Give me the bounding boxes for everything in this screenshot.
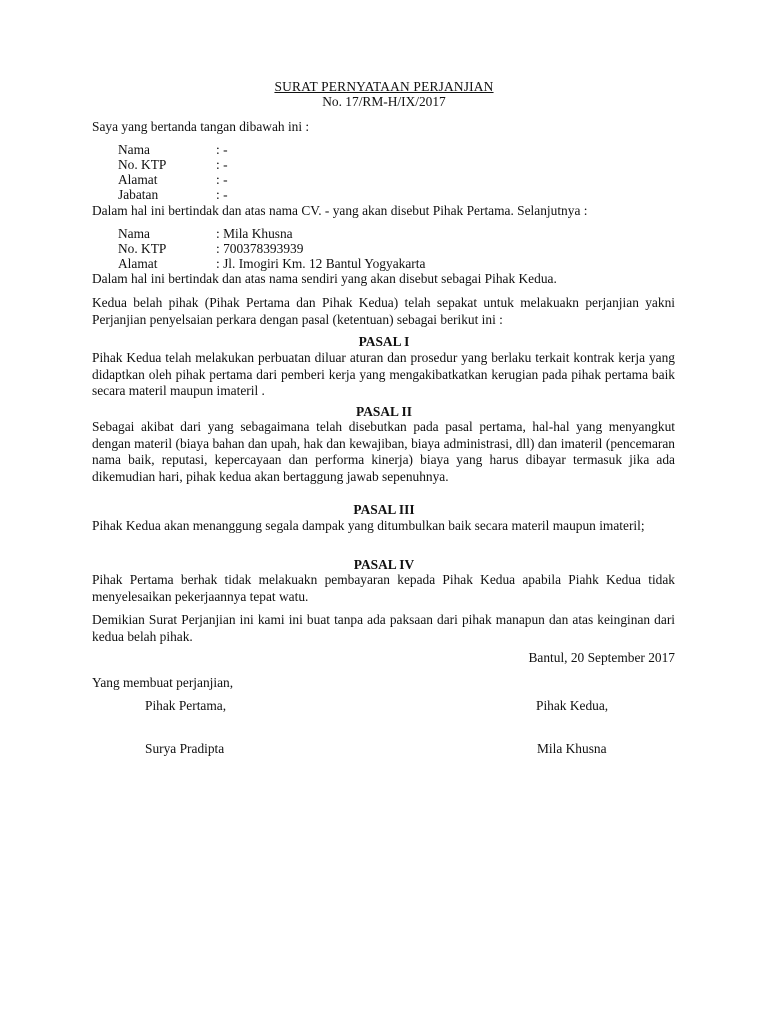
article-3-heading: PASAL III <box>353 502 415 517</box>
party1-address-value: : - <box>216 172 228 187</box>
party2-address-value: : Jl. Imogiri Km. 12 Bantul Yogyakarta <box>216 256 426 271</box>
party1-position-label: Jabatan <box>118 187 159 202</box>
article-4-heading: PASAL IV <box>353 557 415 572</box>
document-number: No. 17/RM-H/IX/2017 <box>322 94 446 109</box>
party1-address-label: Alamat <box>118 172 158 187</box>
first-party-role: Pihak Pertama, <box>145 698 227 713</box>
party2-name-label: Nama <box>118 226 150 241</box>
party2-ktp-value: : 700378393939 <box>216 241 304 256</box>
party2-address-label: Alamat <box>118 256 158 271</box>
party2-ktp-label: No. KTP <box>118 241 167 256</box>
document-title: SURAT PERNYATAAN PERJANJIAN <box>274 79 494 94</box>
second-party-signatory: Mila Khusna <box>537 741 607 756</box>
intro-text: Saya yang bertanda tangan dibawah ini : <box>92 119 310 134</box>
made-by-label: Yang membuat perjanjian, <box>92 675 234 690</box>
party2-name-value: : Mila Khusna <box>216 226 293 241</box>
party1-position-value: : - <box>216 187 228 202</box>
party1-ktp-label: No. KTP <box>118 157 167 172</box>
first-party-signatory: Surya Pradipta <box>145 741 225 756</box>
second-party-role: Pihak Kedua, <box>536 698 609 713</box>
party2-statement: Dalam hal ini bertindak dan atas nama sendiri yang akan disebut sebagai Pihak Kedua. <box>92 271 557 286</box>
place-date: Bantul, 20 September 2017 <box>528 650 675 665</box>
party1-statement: Dalam hal ini bertindak dan atas nama CV. - yang akan disebut Pihak Pertama. Selanjutnya : <box>92 203 588 218</box>
party1-name-label: Nama <box>118 142 150 157</box>
article-2-heading: PASAL II <box>356 404 412 419</box>
closing-paragraph: Demikian Surat Perjanjian ini kami ini buat tanpa ada paksaan dari pihak manapun dan atas keinginan dari kedua belah pihak. <box>92 612 675 644</box>
article-3-text: Pihak Kedua akan menanggung segala dampak yang ditumbulkan baik secara materil maupun imateril; <box>92 518 645 533</box>
article-4-text: Pihak Pertama berhak tidak melakuakn pembayaran kepada Pihak Kedua apabila Piahk Kedua tidak menyelesaikan pekerjaannya tepat watu. <box>92 572 675 604</box>
article-2-text: Sebagai akibat dari yang sebagaimana telah disebutkan pada pasal pertama, hal-hal yang menyangkut dengan materil (biaya bahan dan upah, hak dan kewajiban, biaya administrasi, dll) dan imateril (pencemaran nama baik, reputasi, kepercayaan dan performa kinerja) biaya yang harus dibayar termasuk jika ada dikemudian hari, pihak kedua akan bertaggung jawab sepenuhnya. <box>92 419 675 484</box>
party1-ktp-value: : - <box>216 157 228 172</box>
article-1-text: Pihak Kedua telah melakukan perbuatan diluar aturan dan prosedur yang berlaku terkait kontrak kerja yang didaptkan oleh pihak pertama dari pemberi kerja yang mengakibatkatkan kerugian pada pihak pertama baik secara materil maupun imateril . <box>92 350 675 399</box>
article-1-heading: PASAL I <box>358 334 410 349</box>
party1-name-value: : - <box>216 142 228 157</box>
agreement-paragraph: Kedua belah pihak (Pihak Pertama dan Pihak Kedua) telah sepakat untuk melakuakn perjanjian yakni Perjanjian penyelsaian perkara dengan pasal (ketentuan) sebagai berikut ini : <box>92 295 675 327</box>
